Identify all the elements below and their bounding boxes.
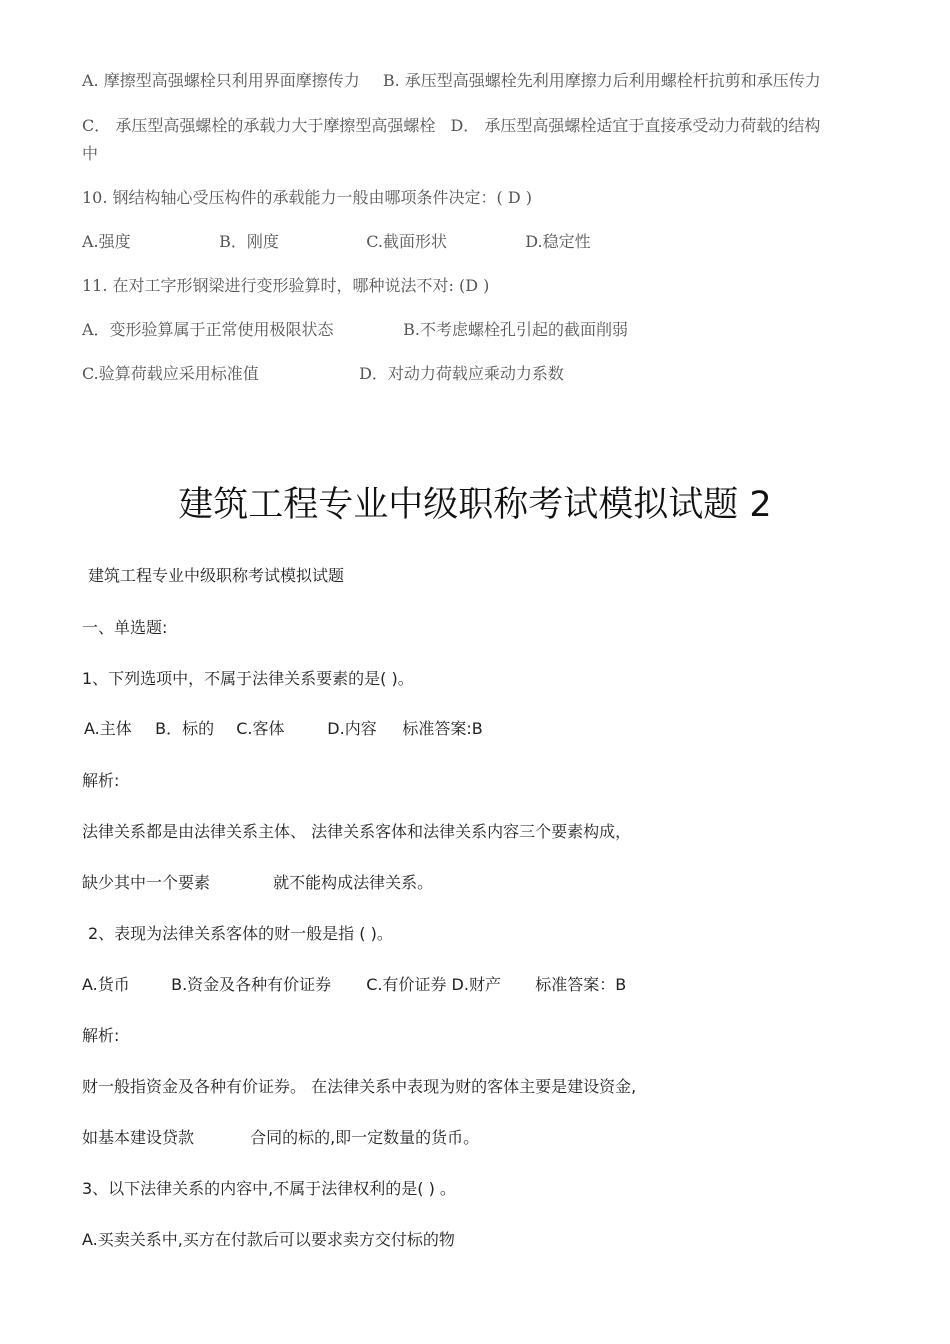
q11-question: 11. 在对工字形钢梁进行变形验算时，哪种说法不对: (D ) [82, 276, 490, 295]
q9-options-line1 [82, 70, 821, 92]
q2-answer: 标准答案：B [535, 975, 627, 994]
q1-answer: 标准答案:B [402, 719, 483, 738]
q2-option-b: B.资金及各种有价证券 [171, 975, 332, 994]
q1-option-b: B．标的 [155, 719, 215, 738]
q9-options-line2 [82, 115, 820, 137]
q2-analysis-2 [82, 1127, 479, 1149]
q10-option-c: C.截面形状 [366, 232, 447, 251]
q1-analysis-2 [82, 872, 433, 894]
q2-option-a: A.货币 [82, 975, 130, 994]
q1-option-a: A.主体 [84, 719, 132, 738]
q2-analysis-1: 财一般指资金及各种有价证券。 在法律关系中表现为财的客体主要是建设资金, [82, 1077, 637, 1096]
q9-option-c: C． 承压型高强螺栓的承载力大于摩擦型高强螺栓 [82, 116, 436, 135]
q9-option-a: A. 摩擦型高强螺栓只利用界面摩擦传力 [82, 71, 360, 90]
q2-option-cd: C.有价证券 D.财产 [366, 975, 501, 994]
q1-option-d: D.内容 [327, 719, 377, 738]
q10-option-a: A.强度 [82, 232, 131, 251]
q11-options-row1 [82, 319, 628, 341]
q10-options [82, 231, 591, 253]
q11-option-d: D．对动力荷载应乘动力系数 [359, 364, 564, 383]
q10-option-d: D.稳定性 [525, 232, 591, 251]
q1-options [84, 718, 483, 740]
page-title: 建筑工程专业中级职称考试模拟试题 2 [178, 485, 772, 525]
q10-option-b: B．刚度 [219, 232, 279, 251]
subtitle: 建筑工程专业中级职称考试模拟试题 [88, 566, 345, 585]
q2-analysis-2b: 合同的标的,即一定数量的货币。 [250, 1128, 480, 1147]
q1-analysis-2a: 缺少其中一个要素 [82, 873, 211, 892]
q11-options-row2 [82, 363, 564, 385]
q9-option-d: D． 承压型高强螺栓适宜于直接承受动力荷载的结构 [450, 116, 821, 135]
q3-question: 3、以下法律关系的内容中,不属于法律权利的是( ) 。 [82, 1179, 456, 1198]
q9-options-line3: 中 [82, 144, 99, 163]
q1-option-c: C.客体 [236, 719, 285, 738]
q3-option-a: A.买卖关系中,买方在付款后可以要求卖方交付标的物 [82, 1230, 455, 1249]
q11-option-b: B.不考虑螺栓孔引起的截面削弱 [403, 320, 628, 339]
q1-question: 1、下列选项中，不属于法律关系要素的是( )。 [82, 669, 414, 688]
q9-option-b: B. 承压型高强螺栓先利用摩擦力后利用螺栓杆抗剪和承压传力 [382, 71, 821, 90]
q2-analysis-label: 解析: [82, 1026, 120, 1045]
q1-analysis-label: 解析: [82, 771, 120, 790]
q1-analysis-2b: 就不能构成法律关系。 [273, 873, 434, 892]
q2-options [82, 974, 626, 996]
q2-question: 2、表现为法律关系客体的财一般是指 ( )。 [88, 924, 393, 943]
q2-analysis-2a: 如基本建设贷款 [82, 1128, 195, 1147]
q10-question: 10. 钢结构轴心受压构件的承载能力一般由哪项条件决定：( D ) [82, 188, 533, 207]
q1-analysis-1: 法律关系都是由法律关系主体、 法律关系客体和法律关系内容三个要素构成， [82, 822, 632, 841]
section-heading: 一、单选题: [82, 618, 168, 637]
q11-option-c: C.验算荷载应采用标准值 [82, 364, 259, 383]
q11-option-a: A．变形验算属于正常使用极限状态 [82, 320, 334, 339]
